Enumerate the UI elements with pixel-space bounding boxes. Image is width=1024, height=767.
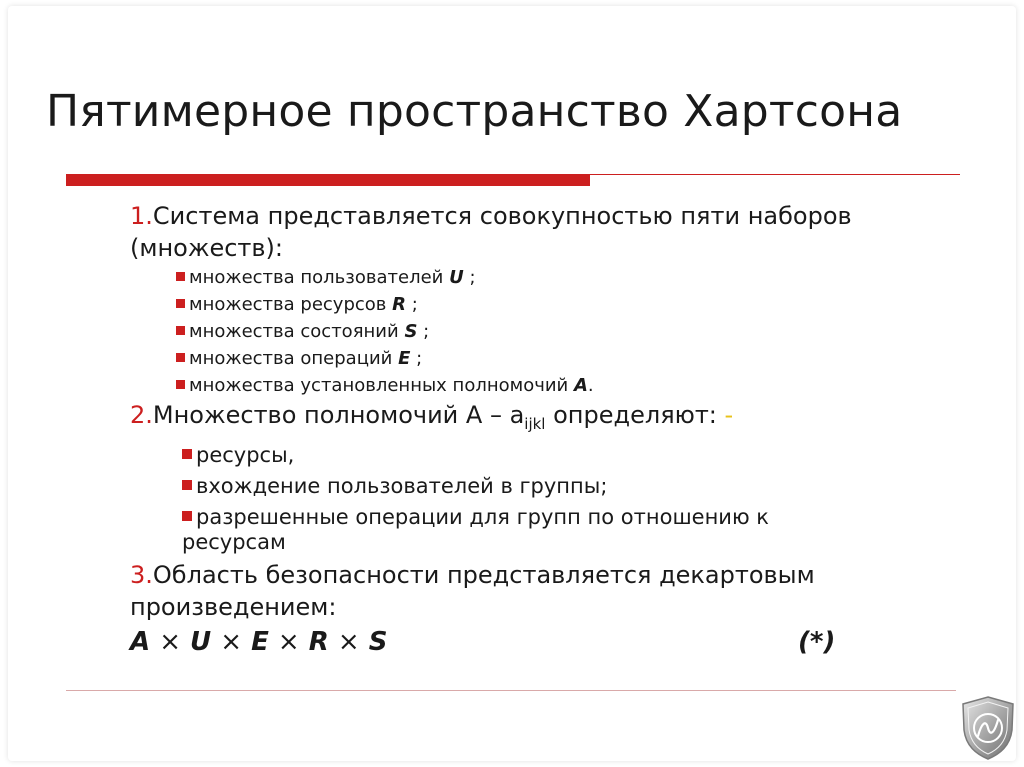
variable: R [392, 294, 406, 315]
sub-item-resources [130, 291, 930, 318]
item-text: Множество полномочий А – a [152, 401, 525, 429]
formula-var-e: E [251, 627, 269, 657]
punctuation: ; [410, 348, 423, 369]
times-operator: × [277, 627, 300, 657]
item-text: Область безопасности представляется декартовым произведением: [130, 561, 815, 621]
sub-item-operations [130, 345, 930, 372]
variable: S [404, 321, 418, 342]
list-item-2 [130, 399, 930, 440]
sub-item-text: множества операций [189, 348, 393, 369]
formula-var-r: R [308, 627, 329, 657]
slide-content [130, 200, 930, 659]
sub-item-resources-2 [130, 440, 930, 471]
list-item-3 [130, 559, 930, 623]
sub-item-text: множества ресурсов [189, 294, 387, 315]
subscript: ijkl [524, 415, 546, 433]
punctuation: ; [406, 294, 418, 315]
punctuation: ; [463, 267, 476, 288]
times-operator: × [159, 627, 181, 657]
cartesian-product-formula [130, 625, 930, 659]
formula-var-a: A [130, 627, 151, 657]
title-accent-bar [66, 174, 590, 186]
slide-title: Пятимерное пространство Хартсона [46, 86, 903, 137]
shield-emblem-icon [958, 694, 1018, 762]
times-operator: × [220, 627, 243, 657]
sub-item-users [130, 264, 930, 291]
square-bullet-icon [176, 380, 185, 389]
sub-item-text: разрешенные операции для групп по отношению к [196, 505, 769, 529]
sub-item-states [130, 318, 930, 345]
item-number: 1. [130, 202, 153, 230]
sub-item-groups [130, 471, 930, 502]
square-bullet-icon [176, 299, 185, 308]
item-text: Система представляется совокупностью пяти наборов (множеств): [130, 202, 852, 262]
sub-item-text: множества установленных полномочий [189, 375, 569, 396]
square-bullet-icon [176, 272, 185, 281]
square-bullet-icon [176, 353, 185, 362]
formula-tag: (*) [798, 627, 836, 657]
bottom-divider [66, 690, 956, 691]
list-item-1 [130, 200, 930, 264]
title-accent-line [590, 174, 960, 175]
punctuation: . [587, 375, 594, 396]
times-operator: × [337, 627, 360, 657]
sub-item-text: вхождение пользователей в группы; [196, 474, 608, 498]
variable: U [449, 267, 464, 288]
sub-item-text: множества пользователей [189, 267, 444, 288]
variable: E [398, 348, 411, 369]
punctuation: ; [417, 321, 430, 342]
sub-item-permissions [130, 372, 930, 399]
item-number: 2. [130, 401, 153, 429]
square-bullet-icon [176, 326, 185, 335]
sub-item-text: множества состояний [189, 321, 399, 342]
item-text-after: определяют: [545, 401, 725, 429]
formula-var-s: S [368, 627, 388, 657]
square-bullet-icon [182, 511, 192, 521]
variable: A [573, 375, 588, 396]
sub-item-continuation: ресурсам [182, 530, 286, 554]
square-bullet-icon [182, 480, 192, 490]
item-number: 3. [130, 561, 153, 589]
formula-var-u: U [190, 627, 212, 657]
dash-mark: - [724, 401, 734, 429]
sub-item-text: ресурсы, [196, 443, 295, 467]
square-bullet-icon [182, 449, 192, 459]
